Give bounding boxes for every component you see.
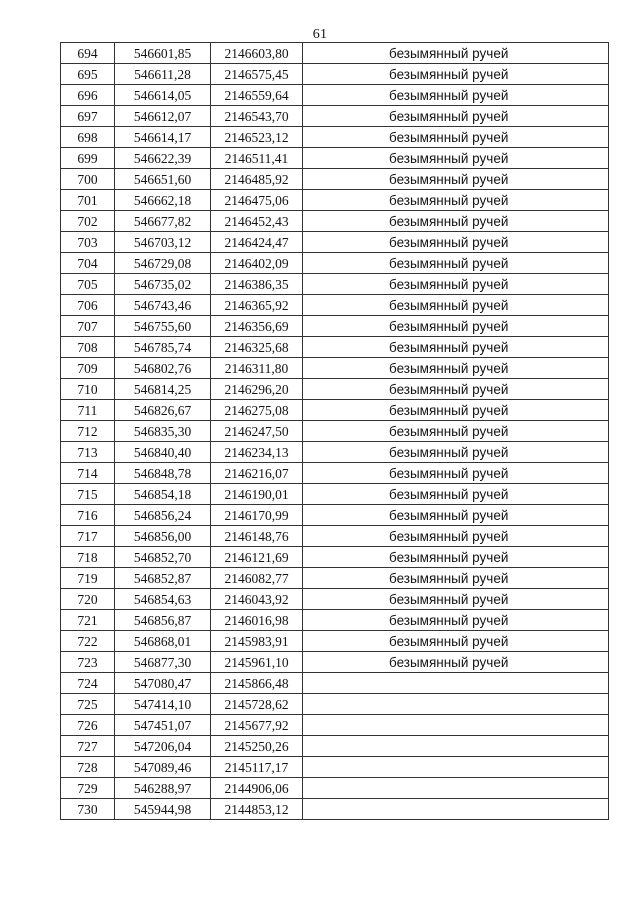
y-coordinate-cell: 2146275,08: [211, 400, 303, 421]
point-number-cell: 728: [61, 757, 115, 778]
table-row: [61, 421, 609, 442]
table-row: [61, 484, 609, 505]
description-cell: [303, 799, 609, 820]
y-coordinate-cell: 2145117,17: [211, 757, 303, 778]
x-coordinate-cell: 546288,97: [115, 778, 211, 799]
table-row: [61, 274, 609, 295]
table-row: [61, 757, 609, 778]
x-coordinate-cell: 546802,76: [115, 358, 211, 379]
y-coordinate-cell: 2146559,64: [211, 85, 303, 106]
y-coordinate-cell: 2146325,68: [211, 337, 303, 358]
description-cell: безымянный ручей: [303, 358, 609, 379]
point-number-cell: 705: [61, 274, 115, 295]
point-number-cell: 708: [61, 337, 115, 358]
description-cell: безымянный ручей: [303, 421, 609, 442]
table-row: [61, 589, 609, 610]
point-number-cell: 714: [61, 463, 115, 484]
point-number-cell: 722: [61, 631, 115, 652]
x-coordinate-cell: 546614,17: [115, 127, 211, 148]
y-coordinate-cell: 2146148,76: [211, 526, 303, 547]
point-number-cell: 720: [61, 589, 115, 610]
point-number-cell: 703: [61, 232, 115, 253]
description-cell: безымянный ручей: [303, 169, 609, 190]
x-coordinate-cell: 546729,08: [115, 253, 211, 274]
description-cell: безымянный ручей: [303, 442, 609, 463]
description-cell: безымянный ручей: [303, 253, 609, 274]
x-coordinate-cell: 545944,98: [115, 799, 211, 820]
description-cell: безымянный ручей: [303, 190, 609, 211]
y-coordinate-cell: 2145677,92: [211, 715, 303, 736]
x-coordinate-cell: 546868,01: [115, 631, 211, 652]
description-cell: безымянный ручей: [303, 400, 609, 421]
coordinates-table-body: [61, 43, 609, 820]
y-coordinate-cell: 2146296,20: [211, 379, 303, 400]
y-coordinate-cell: 2146016,98: [211, 610, 303, 631]
table-row: [61, 610, 609, 631]
y-coordinate-cell: 2146511,41: [211, 148, 303, 169]
x-coordinate-cell: 546743,46: [115, 295, 211, 316]
y-coordinate-cell: 2146216,07: [211, 463, 303, 484]
description-cell: безымянный ручей: [303, 211, 609, 232]
y-coordinate-cell: 2146485,92: [211, 169, 303, 190]
x-coordinate-cell: 546852,70: [115, 547, 211, 568]
table-row: [61, 400, 609, 421]
point-number-cell: 700: [61, 169, 115, 190]
table-row: [61, 505, 609, 526]
description-cell: безымянный ручей: [303, 505, 609, 526]
x-coordinate-cell: 546856,00: [115, 526, 211, 547]
description-cell: безымянный ручей: [303, 463, 609, 484]
y-coordinate-cell: 2145961,10: [211, 652, 303, 673]
y-coordinate-cell: 2146365,92: [211, 295, 303, 316]
description-cell: безымянный ручей: [303, 85, 609, 106]
description-cell: безымянный ручей: [303, 106, 609, 127]
description-cell: [303, 778, 609, 799]
x-coordinate-cell: 546814,25: [115, 379, 211, 400]
table-row: [61, 673, 609, 694]
point-number-cell: 697: [61, 106, 115, 127]
y-coordinate-cell: 2146523,12: [211, 127, 303, 148]
y-coordinate-cell: 2146247,50: [211, 421, 303, 442]
point-number-cell: 715: [61, 484, 115, 505]
x-coordinate-cell: 546877,30: [115, 652, 211, 673]
x-coordinate-cell: 546703,12: [115, 232, 211, 253]
table-row: [61, 568, 609, 589]
table-row: [61, 190, 609, 211]
point-number-cell: 719: [61, 568, 115, 589]
table-row: [61, 253, 609, 274]
description-cell: безымянный ручей: [303, 631, 609, 652]
point-number-cell: 729: [61, 778, 115, 799]
table-row: [61, 295, 609, 316]
page-number: 61: [312, 27, 328, 42]
x-coordinate-cell: 546856,24: [115, 505, 211, 526]
point-number-cell: 707: [61, 316, 115, 337]
table-row: [61, 442, 609, 463]
description-cell: безымянный ручей: [303, 379, 609, 400]
description-cell: безымянный ручей: [303, 316, 609, 337]
description-cell: безымянный ручей: [303, 526, 609, 547]
x-coordinate-cell: 546854,18: [115, 484, 211, 505]
table-row: [61, 211, 609, 232]
table-row: [61, 715, 609, 736]
table-row: [61, 358, 609, 379]
table-row: [61, 778, 609, 799]
y-coordinate-cell: 2146475,06: [211, 190, 303, 211]
point-number-cell: 717: [61, 526, 115, 547]
y-coordinate-cell: 2144906,06: [211, 778, 303, 799]
y-coordinate-cell: 2144853,12: [211, 799, 303, 820]
y-coordinate-cell: 2146452,43: [211, 211, 303, 232]
x-coordinate-cell: 547089,46: [115, 757, 211, 778]
description-cell: безымянный ручей: [303, 484, 609, 505]
y-coordinate-cell: 2146190,01: [211, 484, 303, 505]
point-number-cell: 726: [61, 715, 115, 736]
x-coordinate-cell: 547206,04: [115, 736, 211, 757]
point-number-cell: 696: [61, 85, 115, 106]
x-coordinate-cell: 546835,30: [115, 421, 211, 442]
description-cell: безымянный ручей: [303, 232, 609, 253]
y-coordinate-cell: 2145983,91: [211, 631, 303, 652]
table-row: [61, 43, 609, 64]
point-number-cell: 702: [61, 211, 115, 232]
point-number-cell: 695: [61, 64, 115, 85]
table-row: [61, 694, 609, 715]
point-number-cell: 698: [61, 127, 115, 148]
table-row: [61, 232, 609, 253]
y-coordinate-cell: 2145728,62: [211, 694, 303, 715]
description-cell: [303, 694, 609, 715]
y-coordinate-cell: 2146543,70: [211, 106, 303, 127]
x-coordinate-cell: 546840,40: [115, 442, 211, 463]
description-cell: безымянный ручей: [303, 295, 609, 316]
point-number-cell: 725: [61, 694, 115, 715]
table-row: [61, 799, 609, 820]
coordinates-table: [60, 42, 609, 820]
point-number-cell: 727: [61, 736, 115, 757]
description-cell: безымянный ручей: [303, 148, 609, 169]
y-coordinate-cell: 2146356,69: [211, 316, 303, 337]
y-coordinate-cell: 2146043,92: [211, 589, 303, 610]
table-row: [61, 337, 609, 358]
x-coordinate-cell: 546755,60: [115, 316, 211, 337]
x-coordinate-cell: 546735,02: [115, 274, 211, 295]
table-row: [61, 463, 609, 484]
x-coordinate-cell: 546785,74: [115, 337, 211, 358]
y-coordinate-cell: 2146575,45: [211, 64, 303, 85]
description-cell: безымянный ручей: [303, 652, 609, 673]
x-coordinate-cell: 546852,87: [115, 568, 211, 589]
x-coordinate-cell: 546622,39: [115, 148, 211, 169]
table-row: [61, 736, 609, 757]
point-number-cell: 694: [61, 43, 115, 64]
y-coordinate-cell: 2146603,80: [211, 43, 303, 64]
x-coordinate-cell: 546677,82: [115, 211, 211, 232]
description-cell: безымянный ручей: [303, 610, 609, 631]
description-cell: безымянный ручей: [303, 568, 609, 589]
y-coordinate-cell: 2146311,80: [211, 358, 303, 379]
description-cell: безымянный ручей: [303, 274, 609, 295]
table-row: [61, 169, 609, 190]
table-row: [61, 316, 609, 337]
description-cell: безымянный ручей: [303, 64, 609, 85]
table-row: [61, 148, 609, 169]
description-cell: [303, 715, 609, 736]
y-coordinate-cell: 2145866,48: [211, 673, 303, 694]
x-coordinate-cell: 547080,47: [115, 673, 211, 694]
table-row: [61, 64, 609, 85]
description-cell: безымянный ручей: [303, 337, 609, 358]
x-coordinate-cell: 546601,85: [115, 43, 211, 64]
x-coordinate-cell: 547414,10: [115, 694, 211, 715]
y-coordinate-cell: 2146170,99: [211, 505, 303, 526]
point-number-cell: 716: [61, 505, 115, 526]
point-number-cell: 704: [61, 253, 115, 274]
point-number-cell: 709: [61, 358, 115, 379]
x-coordinate-cell: 546611,28: [115, 64, 211, 85]
description-cell: [303, 757, 609, 778]
x-coordinate-cell: 546651,60: [115, 169, 211, 190]
description-cell: безымянный ручей: [303, 589, 609, 610]
table-row: [61, 85, 609, 106]
x-coordinate-cell: 546662,18: [115, 190, 211, 211]
point-number-cell: 711: [61, 400, 115, 421]
point-number-cell: 701: [61, 190, 115, 211]
description-cell: безымянный ручей: [303, 43, 609, 64]
table-row: [61, 631, 609, 652]
point-number-cell: 721: [61, 610, 115, 631]
y-coordinate-cell: 2146386,35: [211, 274, 303, 295]
table-row: [61, 106, 609, 127]
table-row: [61, 127, 609, 148]
table-row: [61, 526, 609, 547]
point-number-cell: 699: [61, 148, 115, 169]
point-number-cell: 710: [61, 379, 115, 400]
x-coordinate-cell: 546856,87: [115, 610, 211, 631]
table-row: [61, 547, 609, 568]
point-number-cell: 718: [61, 547, 115, 568]
point-number-cell: 706: [61, 295, 115, 316]
x-coordinate-cell: 546854,63: [115, 589, 211, 610]
description-cell: [303, 673, 609, 694]
point-number-cell: 730: [61, 799, 115, 820]
x-coordinate-cell: 546848,78: [115, 463, 211, 484]
point-number-cell: 712: [61, 421, 115, 442]
y-coordinate-cell: 2146424,47: [211, 232, 303, 253]
description-cell: безымянный ручей: [303, 127, 609, 148]
y-coordinate-cell: 2146402,09: [211, 253, 303, 274]
point-number-cell: 713: [61, 442, 115, 463]
y-coordinate-cell: 2146082,77: [211, 568, 303, 589]
point-number-cell: 723: [61, 652, 115, 673]
point-number-cell: 724: [61, 673, 115, 694]
description-cell: безымянный ручей: [303, 547, 609, 568]
table-row: [61, 652, 609, 673]
y-coordinate-cell: 2145250,26: [211, 736, 303, 757]
description-cell: [303, 736, 609, 757]
x-coordinate-cell: 546614,05: [115, 85, 211, 106]
x-coordinate-cell: 546612,07: [115, 106, 211, 127]
table-row: [61, 379, 609, 400]
x-coordinate-cell: 546826,67: [115, 400, 211, 421]
y-coordinate-cell: 2146234,13: [211, 442, 303, 463]
x-coordinate-cell: 547451,07: [115, 715, 211, 736]
y-coordinate-cell: 2146121,69: [211, 547, 303, 568]
